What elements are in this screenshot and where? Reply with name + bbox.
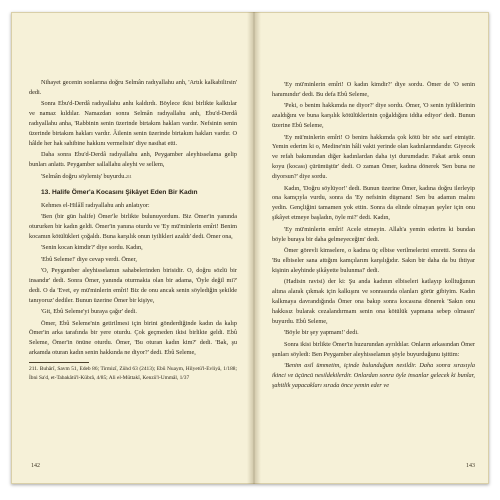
paragraph: 'Ey mü'minlerin emîri! Acele etmeyin. Allah'a yemin ederim ki bundan böyle buraya bir daha gelmeyeceğim' dedi. (272, 225, 475, 243)
left-page (11, 12, 248, 484)
paragraph: 'Böyle bir şey yapmam!' dedi. (284, 329, 359, 337)
right-page (260, 12, 489, 484)
left-page-body (29, 78, 237, 182)
paragraph: Kadın, 'Doğru söylüyor!' dedi. Bunun üzerine Ömer, kadına doğru ilerleyip ona kamçıyla vurdu, sonra da 'Ey nefsinin düşmanı! Sen bu adamın malını yedin. Gençliğini tamamen yok ettin. Sonra da elinde olmayan şeyler için onu şikâyet etmeye başladın, öyle mi?' dedi. Kadın, (272, 184, 475, 222)
paragraph: 'Selmân doğru söylemiş' buyurdu.$^{211}$ (41, 172, 132, 180)
book-spine (247, 12, 261, 484)
right-page-body (272, 80, 475, 391)
paragraph: (Hadisin ravisi) der ki: Şu anda kadının elbiseleri katlayıp kolltuğunun altına alarak çıkmak için kalkışını ve sonrasında olanları görür gibiyim. Kadın kalkmaya davrandığında Ömer ona bakıp sonra kocasına dönerek 'Sakın onu hakkısız bularak cezalandırmam senin ona kötülük yapmana sebep olmasın' buyurdu. Ebû Seleme, (272, 278, 475, 325)
paragraph: Ömer, Ebû Seleme'nin getirilmesi için birini gönderdiğinde kadın da kalıp Ömer'in arka tarafında bir yere oturdu. Çok geçmeden ikisi birlikte geldi. Ebû Seleme, Ömer'in önüne oturdu. Ömer, 'Bu oturan kadın kim?' dedi. 'Bak, şu arkamda oturan kadın senin hakkında ne diyor?' dedi. Ebû Seleme, (29, 319, 237, 357)
page-number-left: 142 (31, 463, 40, 470)
footnote-marker: 211 (125, 173, 132, 179)
paragraph: Nihayet gecenin sonlarına doğru Selmân radıyallahu anh, 'Artık kalkabilirsin' dedi. (29, 79, 237, 96)
footnote-rule (29, 362, 89, 363)
paragraph: 'Ben (bir gün halife) Ömer'le birlikte bulunuyordum. Biz Ömer'in yanında otururken bir kadın geldi. Ömer'in yanına oturdu ve 'Ey mü'minlerin emîri! Benim kocamın kötülükleri çoğaldı. Buna karşılık onun iyilikleri azaldı' dedi. Ömer ona, (29, 212, 237, 240)
paragraph: 'Benim asil ümmetim, içinde bulunduğum nesildir. Daha sonra sırasıyla ikinci ve üçüncü nesildekilerdir. Onlardan sonra öyle insanlar gelecek ki bunlar, şahitlik yapacakları sırada önce yemin eder ve (272, 361, 475, 389)
paragraph: Kehmes el-Hilâlî radıyallahu anh anlatıyor: (41, 201, 150, 209)
paragraph: Sonra Ebu'd-Derdâ radıyallahu anhı kaldırdı. Böylece ikisi birlikte kalktılar ve namaz kıldılar. Namazdan sonra Selmân radıyallahu anh, Ebu'd-Derdâ radıyallahu anha, 'Rabbinin senin üzerinde birtakım hakları vardır. Nefsinin senin üzerinde birtakım hakları vardır. Âilenin senin üzerinde birtakım hakları vardır. O hâlde her hak sahibine hakkını vermelisin' diye nasihat etti. (29, 100, 237, 147)
paragraph: 'Senin kocan kimdir?' diye sordu. Kadın, (41, 244, 143, 252)
paragraph: Sonra ikisi birlikte Ömer'in huzurundan ayrıldılar. Onların arkasından Ömer şunları söyledi: Ben Peygamber aleyhisselamın şöyle buyurduğunu işittim: (272, 340, 475, 358)
paragraph: Ömer görevli kimselere, o kadına üç elbise verilmelerini emretti. Sonra da 'Bu elbiseler sana attığım kamçılarım karşılığıdır. Sakın bir daha da bu ihtiyar kişinin aleyhinde şikâyette bulunma!' dedi. (272, 247, 475, 274)
paragraph: 'Peki, o benim hakkımda ne diyor?' diye sordu. Ömer, 'O senin iyiliklerinin azaldığını ve buna karşılık kötülüklerinin çoğaldığını iddia ediyor' dedi. Bunun üzerine Ebû Seleme, (272, 102, 475, 130)
paragraph: Daha sonra Ebu'd-Derdâ radıyallahu anh, Peygamber aleyhisselama gelip bunları anlattı. Peygamber sallallahu aleyhi ve sellem, (29, 151, 237, 169)
open-book (11, 12, 489, 484)
paragraph: 'O, Peygamber aleyhisselamın sahabelerinden birisidir. O, doğru sözlü bir insandır' dedi. Sonra Ömer, yanında oturmakta olan bir adama, 'Öyle değil mi?' dedi. O da 'Evet, ey mü'minlerin emîri! Biz de onu ancak senin söylediğin şekilde tanıyoruz' dediler. Bunun üzerine Ömer bir kişiye, (29, 267, 237, 304)
paragraph: 'Git, Ebû Seleme'yi buraya çağır' dedi. (41, 308, 137, 316)
footnote: 211. Buhârî, Savm 51, Edeb 86; Tirmizî, Zühd 63 (2413); Ebû Nuaym, Hilyetü'l-Evliyâ, 1/188; İbni Sa'd, et-Tabakâtü'l-Kübrâ, 4/85; Ali el-Müttakî, Kenzü'l-Ummâl, 1/37 (29, 366, 237, 381)
paragraph: 'Ey mü'minlerin emîri! O kadın kimdir?' diye sordu. Ömer de 'O senin hanımındır' dedi. Bu defa Ebû Seleme, (272, 81, 475, 98)
left-page-body-continued (29, 201, 237, 359)
paragraph: 'Ey mü'minlerin emîri! O benim hakkımda çok kötü bir söz sarf etmiştir. Yemin ederim ki o, Medine'nin hâli vakti yerinde olan kadınlarındandır. Giyecek ve refah bakımından diğer kadınlardan daha iyi durumdadır. Fakat artık onun koyu (kocası) çürümüştür' dedi. O zaman Ömer, kadına dönerek 'Sen buna ne diyorsun?' diye sordu. (272, 133, 475, 181)
paragraph: 'Ebû Seleme!' diye cevap verdi. Ömer, (41, 255, 137, 263)
section-heading: 13. Halife Ömer'a Kocasını Şikâyet Eden Bir Kadın (41, 188, 198, 196)
page-number-right: 143 (466, 463, 475, 470)
